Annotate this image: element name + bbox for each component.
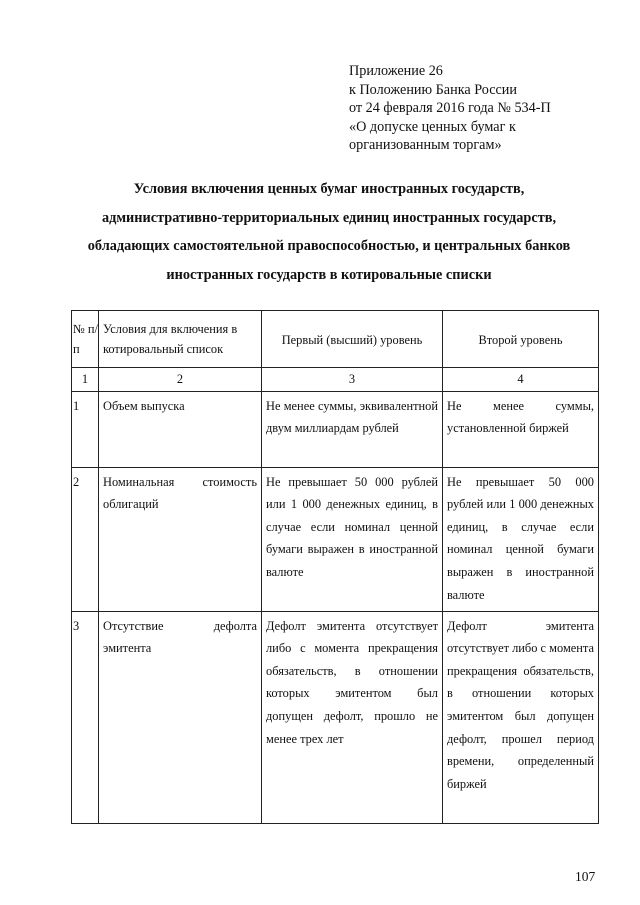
- row-level2: Не превышает 50 000 рублей или 1 000 денежных единиц, в случае если номинал ценной бумаги выражен в иностранной валюте: [443, 467, 599, 611]
- row-level1: Не менее суммы, эквивалентной двум миллиардам рублей: [262, 391, 443, 467]
- table-row: [72, 391, 599, 467]
- index-cell: 4: [443, 368, 599, 392]
- title-line: Условия включения ценных бумаг иностранных государств,: [133, 181, 525, 197]
- appendix-line: Приложение 26: [349, 63, 443, 79]
- index-cell: 1: [72, 368, 99, 392]
- appendix-header: [349, 62, 629, 155]
- table-row: [72, 467, 599, 611]
- table-index-row: [72, 368, 599, 392]
- document-title: [40, 175, 618, 289]
- index-cell: 3: [262, 368, 443, 392]
- appendix-line: организованным торгам»: [349, 137, 502, 153]
- table-row: [72, 611, 599, 823]
- title-line: иностранных государств в котировальные списки: [166, 266, 492, 283]
- header-level2: Второй уровень: [443, 311, 599, 368]
- header-level1: Первый (высший) уровень: [262, 311, 443, 368]
- row-level1: Дефолт эмитента отсутствует либо с момента прекращения обязательств, в отношении которых эмитентом был допущен дефолт, прошло не менее трех лет: [262, 611, 443, 823]
- row-level2: Дефолт эмитента отсутствует либо с момента прекращения обязательств, в отношении которых эмитентом был допущен дефолт, прошел период времени, определенный биржей: [443, 611, 599, 823]
- row-level1: Не превышает 50 000 рублей или 1 000 денежных единиц, в случае если номинал ценной бумаги выражен в иностранной валюте: [262, 467, 443, 611]
- row-condition: Объем выпуска: [99, 391, 262, 467]
- row-condition: Номинальная стоимость облигаций: [99, 467, 262, 611]
- appendix-line: от 24 февраля 2016 года № 534-П: [349, 100, 551, 116]
- row-condition: Отсутствие дефолта эмитента: [99, 611, 262, 823]
- header-condition: Условия для включения в котировальный список: [99, 311, 262, 368]
- row-level2: Не менее суммы, установленной биржей: [443, 391, 599, 467]
- title-line: административно-территориальных единиц иностранных государств,: [101, 209, 557, 226]
- header-num: № п/п: [72, 311, 99, 368]
- row-num: 3: [72, 611, 99, 823]
- table-header-row: [72, 311, 599, 368]
- appendix-line: к Положению Банка России: [349, 81, 517, 98]
- page-number: 107: [575, 869, 596, 884]
- row-num: 2: [72, 467, 99, 611]
- row-num: 1: [72, 391, 99, 467]
- appendix-line: «О допуске ценных бумаг к: [349, 118, 516, 135]
- index-cell: 2: [99, 368, 262, 392]
- title-line: обладающих самостоятельной правоспособностью, и центральных банков: [87, 238, 571, 254]
- conditions-table: [71, 310, 599, 824]
